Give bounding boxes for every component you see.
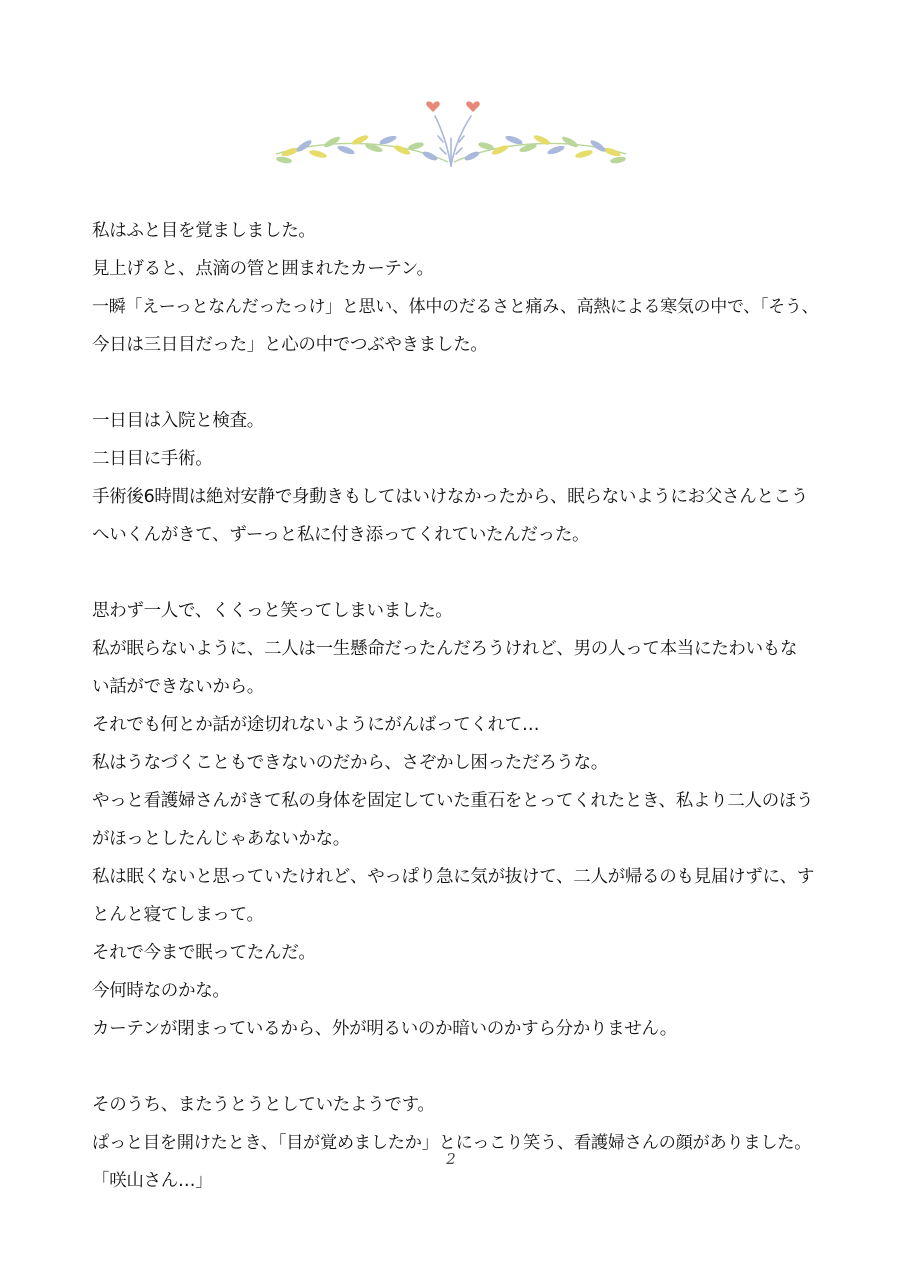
text-line: 今何時なのかな。 (92, 981, 230, 1001)
paragraph (92, 1086, 818, 1200)
text-line: 「咲山さん…」 (92, 1171, 213, 1191)
text-line: 私はふと目を覚ましました。 (92, 221, 316, 241)
text-line: 二日目に手術。 (92, 449, 213, 469)
page-number: 2 (446, 1150, 456, 1168)
right-branch-icon (454, 133, 626, 164)
text-line: い話ができないから。 (92, 677, 264, 697)
text-line: へいくんがきて、ずーっと私に付き添ってくれていたんだった。 (92, 525, 590, 545)
text-line: やっと看護婦さんがきて私の身体を固定していた重石をとってくれたとき、私より二人のほう (92, 791, 814, 811)
floral-laurel-hearts-icon (270, 88, 632, 176)
paragraph (92, 402, 818, 554)
text-line: カーテンが閉まっているから、外が明るいのか暗いのかすら分かりません。 (92, 1019, 677, 1039)
paragraph-gap (92, 554, 818, 592)
text-line: とんと寝てしまって。 (92, 905, 264, 925)
text-line: 今日は三日目だった」と心の中でつぶやきました。 (92, 335, 488, 355)
text-line: 思わず一人で、くくっと笑ってしまいました。 (92, 601, 453, 621)
left-branch-icon (276, 133, 448, 164)
text-line: 私は眠くないと思っていたけれど、やっぱり急に気が抜けて、二人が帰るのも見届けずに、す (92, 867, 815, 887)
text-line: 私が眠らないように、二人は一生懸命だったんだろうけれど、男の人って本当にたわいもな (92, 639, 798, 659)
text-line: ぱっと目を開けたとき、「目が覚めましたか」とにっこり笑う、看護婦さんの顔がありました。 (92, 1133, 812, 1153)
text-line: 手術後6時間は絶対安静で身動きもしてはいけなかったから、眠らないようにお父さんとこう (92, 487, 809, 507)
text-line: 一日目は入院と検査。 (92, 411, 264, 431)
body-text (92, 212, 818, 1200)
paragraph-gap (92, 1048, 818, 1086)
floral-ornament-icon (270, 88, 632, 176)
text-line: それでも何とか話が途切れないようにがんばってくれて… (92, 715, 540, 735)
text-line: 一瞬「えーっとなんだったっけ」と思い、体中のだるさと痛み、高熱による寒気の中で、「そう、 (92, 297, 819, 317)
text-line: そのうち、またうとうとしていたようです。 (92, 1095, 435, 1115)
paragraph-gap (92, 364, 818, 402)
paragraph (92, 212, 818, 364)
text-line: 見上げると、点滴の管と囲まれたカーテン。 (92, 259, 434, 279)
heart-left-icon (426, 101, 440, 112)
text-line: がほっとしたんじゃあないかな。 (92, 829, 350, 849)
text-line: 私はうなづくこともできないのだから、さぞかし困っただろうな。 (92, 753, 608, 773)
text-line: それで今まで眠ってたんだ。 (92, 943, 316, 963)
paragraph (92, 592, 818, 1048)
heart-right-icon (466, 101, 480, 112)
